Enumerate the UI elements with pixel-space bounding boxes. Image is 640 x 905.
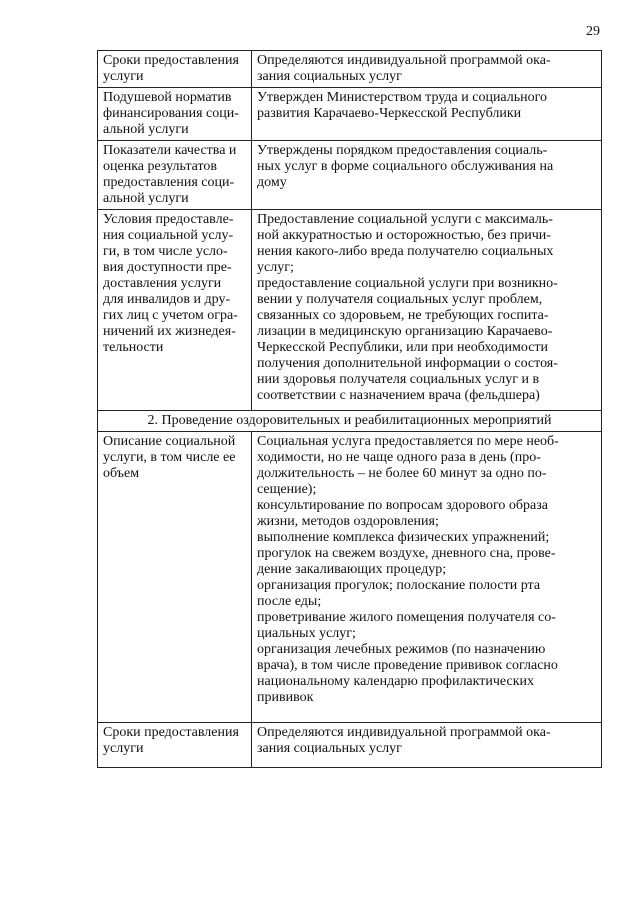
services-table	[97, 50, 602, 768]
row-content-line: национальному календарю профилактических	[257, 674, 534, 689]
row-label-line: оценка результатов	[103, 159, 218, 174]
row-label-line: тельности	[103, 340, 164, 355]
row-content-line: Определяются индивидуальной программой ока-	[257, 53, 551, 68]
row-label	[98, 141, 252, 210]
row-content	[252, 432, 602, 723]
page-number: 29	[586, 24, 600, 39]
row-label	[98, 88, 252, 141]
row-label-line: альной услуги	[103, 122, 189, 137]
row-content	[252, 141, 602, 210]
table-row	[98, 723, 602, 768]
row-content-line: Утверждены порядком предоставления социаль-	[257, 143, 548, 158]
row-content	[252, 723, 602, 768]
table-row	[98, 88, 602, 141]
row-content-line: ных услуг в форме социального обслуживания на	[257, 159, 554, 174]
section-heading: 2. Проведение оздоровительных и реабилитационных мероприятий	[98, 411, 602, 432]
section-heading-row	[98, 411, 602, 432]
row-content-line: консультирование по вопросам здорового образа	[257, 498, 548, 513]
row-content-line: сещение);	[257, 482, 317, 497]
row-label-line: Условия предоставле-	[103, 212, 234, 227]
row-label-line: Показатели качества и	[103, 143, 237, 158]
row-label-line: ги, в том числе усло-	[103, 244, 228, 259]
row-content-line: получения дополнительной информации о состоя-	[257, 356, 558, 371]
row-content-line: должительность – не более 60 минут за одно по-	[257, 466, 547, 481]
row-content-line: Предоставление социальной услуги с максималь-	[257, 212, 553, 227]
row-label-line: услуги	[103, 69, 144, 84]
row-content-line: развития Карачаево-Черкесской Республики	[257, 106, 522, 121]
row-content	[252, 51, 602, 88]
row-label-line: альной услуги	[103, 191, 189, 206]
row-label-line: для инвалидов и дру-	[103, 292, 231, 307]
row-content-line: предоставление социальной услуги при возникно-	[257, 276, 558, 291]
table-row	[98, 210, 602, 411]
row-label-line: Подушевой норматив	[103, 90, 232, 105]
row-content-line: связанных со здоровьем, не требующих госпита-	[257, 308, 549, 323]
row-content-line: организация лечебных режимов (по назначению	[257, 642, 546, 657]
row-label-line: ничений их жизнедея-	[103, 324, 236, 339]
row-content-line: врача), в том числе проведение прививок согласно	[257, 658, 558, 673]
row-content-line: услуг;	[257, 260, 294, 275]
row-content-line: дому	[257, 175, 287, 190]
row-content-line: Определяются индивидуальной программой ока-	[257, 725, 551, 740]
row-label	[98, 210, 252, 411]
row-content-line: ходимости, но не чаще одного раза в день (про-	[257, 450, 541, 465]
row-content-line: прививок	[257, 690, 314, 705]
row-label-line: гих лиц с учетом огра-	[103, 308, 238, 323]
row-label-line: предоставления соци-	[103, 175, 235, 190]
row-content-line: Утвержден Министерством труда и социального	[257, 90, 548, 105]
row-content-line: нии здоровья получателя социальных услуг и в	[257, 372, 540, 387]
row-content-line: проветривание жилого помещения получателя со-	[257, 610, 556, 625]
row-label-line: объем	[103, 466, 140, 481]
row-label-line: услуги	[103, 741, 144, 756]
row-label-line: Сроки предоставления	[103, 725, 239, 740]
row-content-line: Черкесской Республики, или при необходимости	[257, 340, 549, 355]
row-label	[98, 51, 252, 88]
row-label-line: вия доступности пре-	[103, 260, 232, 275]
row-content-line: зания социальных услуг	[257, 741, 402, 756]
row-content-line: выполнение комплекса физических упражнений;	[257, 530, 550, 545]
row-content-line: вении у получателя социальных услуг проблем,	[257, 292, 543, 307]
row-content	[252, 210, 602, 411]
row-content-line: жизни, методов оздоровления;	[257, 514, 439, 529]
row-label-line: Описание социальной	[103, 434, 236, 449]
table-row	[98, 432, 602, 723]
row-label-line: ния социальной услу-	[103, 228, 234, 243]
table-row	[98, 141, 602, 210]
row-content-line: прогулок на свежем воздухе, дневного сна, прове-	[257, 546, 556, 561]
row-content-line: после еды;	[257, 594, 322, 609]
table-row	[98, 51, 602, 88]
row-label	[98, 432, 252, 723]
row-content	[252, 88, 602, 141]
row-content-line: зания социальных услуг	[257, 69, 402, 84]
row-content-line: организация прогулок; полоскание полости рта	[257, 578, 541, 593]
row-content-line: ной аккуратностью и осторожностью, без причи-	[257, 228, 551, 243]
row-label-line: финансирования соци-	[103, 106, 239, 121]
row-content-line: Социальная услуга предоставляется по мере необ-	[257, 434, 559, 449]
row-label-line: доставления услуги	[103, 276, 222, 291]
row-content-line: циальных услуг;	[257, 626, 356, 641]
row-content-line: соответствии с назначением врача (фельдшера)	[257, 388, 540, 403]
row-content-line: лизации в медицинскую организацию Карачаево-	[257, 324, 553, 339]
row-label-line: Сроки предоставления	[103, 53, 239, 68]
row-content-line: дение закаливающих процедур;	[257, 562, 447, 577]
row-content-line: нения какого-либо вреда получателю социальных	[257, 244, 554, 259]
row-label	[98, 723, 252, 768]
row-label-line: услуги, в том числе ее	[103, 450, 236, 465]
